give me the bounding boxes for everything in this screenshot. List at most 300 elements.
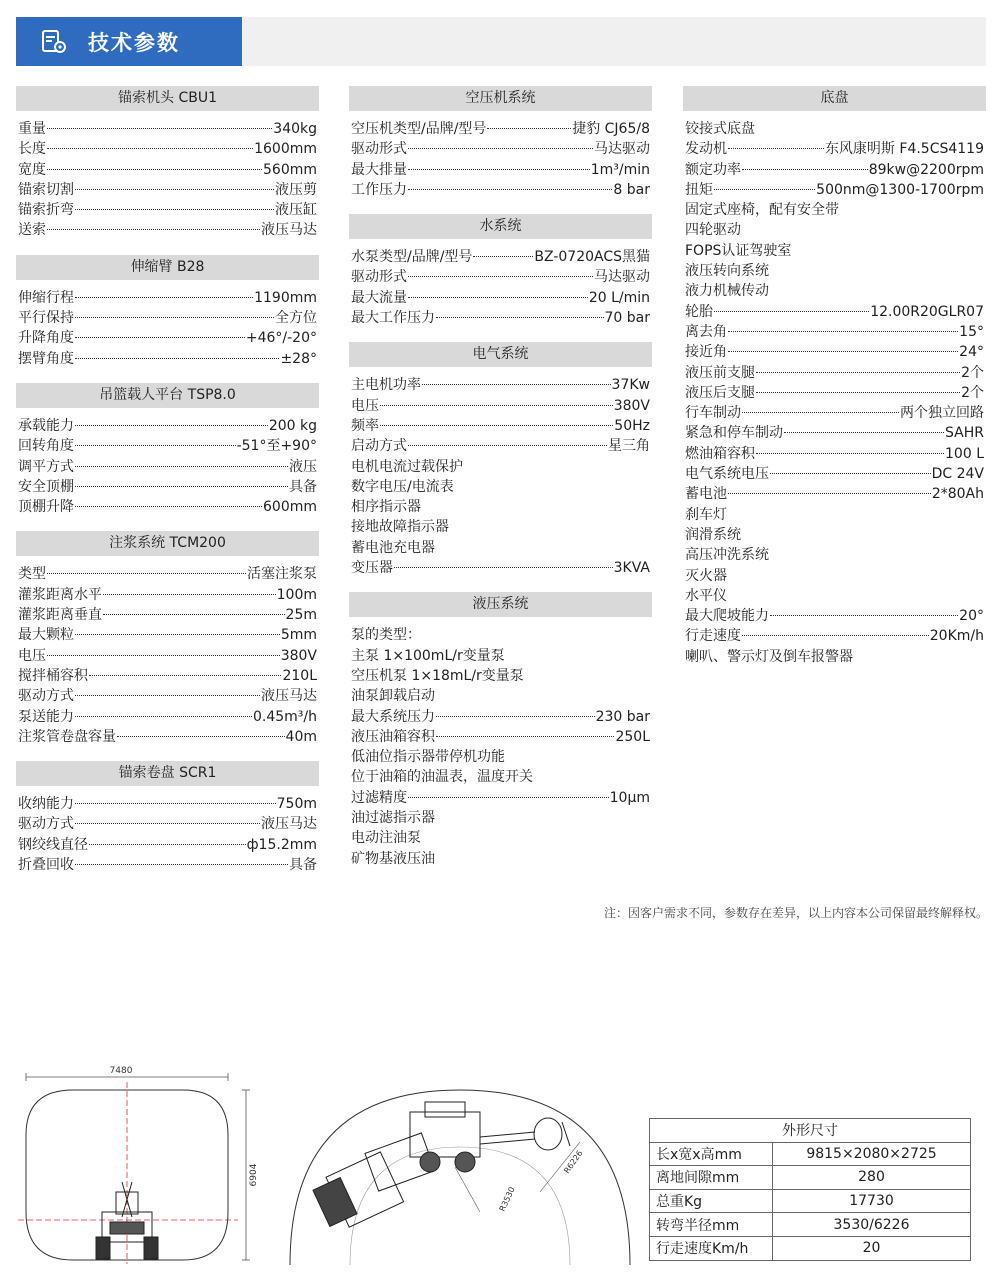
dimension-label: 转弯半径mm bbox=[650, 1213, 773, 1237]
spec-row bbox=[683, 545, 986, 565]
section-title: 水系统 bbox=[349, 214, 652, 239]
spec-value: BZ-0720ACS黑猫 bbox=[534, 249, 650, 266]
spec-label: FOPS认证驾驶室 bbox=[685, 242, 792, 259]
dot-leader bbox=[75, 317, 274, 318]
spec-value: 10μm bbox=[609, 789, 650, 806]
spec-label: 最大系统压力 bbox=[351, 708, 435, 725]
spec-value: 1190mm bbox=[254, 289, 317, 306]
spec-row bbox=[16, 200, 319, 220]
spec-label: 过滤精度 bbox=[351, 789, 407, 806]
spec-row bbox=[349, 457, 652, 477]
spec-value: 15° bbox=[959, 323, 984, 340]
spec-row bbox=[16, 180, 319, 200]
dot-leader bbox=[728, 351, 958, 352]
spec-value: 230 bar bbox=[595, 708, 650, 725]
spec-section bbox=[683, 86, 986, 667]
spec-label: 搅拌桶容积 bbox=[18, 667, 88, 684]
header-tab bbox=[16, 17, 242, 66]
spec-row bbox=[349, 686, 652, 706]
spec-row bbox=[16, 625, 319, 645]
dot-leader bbox=[75, 506, 262, 507]
spec-label: 钢绞线直径 bbox=[18, 836, 88, 853]
dot-leader bbox=[75, 695, 260, 696]
spec-row bbox=[349, 558, 652, 578]
spec-label: 电气系统电压 bbox=[685, 466, 769, 483]
spec-label: 电压 bbox=[18, 647, 46, 664]
dot-leader bbox=[117, 736, 285, 737]
spec-row bbox=[16, 835, 319, 855]
spec-row bbox=[16, 855, 319, 875]
section-gap bbox=[349, 200, 652, 214]
radius-inner-label: R3530 bbox=[497, 1185, 517, 1213]
spec-value: 捷豹 CJ65/8 bbox=[572, 121, 650, 137]
dot-leader bbox=[422, 384, 611, 385]
spec-value: 12.00R20GLR07 bbox=[870, 303, 984, 320]
spec-row bbox=[16, 160, 319, 180]
spec-label: 灭火器 bbox=[685, 567, 727, 584]
dot-leader bbox=[47, 128, 272, 129]
spec-value: 2个 bbox=[961, 384, 984, 401]
dot-leader bbox=[728, 331, 958, 332]
spec-row bbox=[16, 220, 319, 240]
spec-row bbox=[683, 606, 986, 626]
spec-label: 水平仪 bbox=[685, 587, 727, 604]
spec-row bbox=[349, 747, 652, 767]
spec-value: 3KVA bbox=[613, 560, 650, 577]
spec-row bbox=[16, 288, 319, 308]
spec-value: 600mm bbox=[263, 499, 317, 516]
dot-leader bbox=[380, 425, 613, 426]
spec-label: 主泵 1×100mL/r变量泵 bbox=[351, 647, 505, 664]
spec-label: 最大爬坡能力 bbox=[685, 608, 769, 625]
radius-outer-label: R6226 bbox=[562, 1148, 585, 1176]
spec-label: 调平方式 bbox=[18, 458, 74, 475]
spec-row bbox=[16, 477, 319, 497]
table-row bbox=[650, 1142, 971, 1166]
spec-row bbox=[16, 585, 319, 605]
spec-value: 5mm bbox=[280, 627, 317, 644]
spec-value: 250L bbox=[615, 728, 650, 745]
page-title: 技术参数 bbox=[88, 30, 180, 55]
spec-value: 活塞注浆泵 bbox=[247, 566, 317, 583]
spec-row bbox=[683, 281, 986, 301]
spec-label: 液力机械传动 bbox=[685, 283, 769, 300]
spec-value: ф15.2mm bbox=[246, 836, 317, 853]
machine-side-silhouette bbox=[313, 1102, 570, 1227]
side-view-drawing bbox=[280, 1062, 640, 1267]
dimension-value: 17730 bbox=[773, 1189, 971, 1213]
dot-leader bbox=[89, 675, 281, 676]
dot-leader bbox=[473, 256, 533, 257]
spec-row bbox=[349, 538, 652, 558]
dimension-value: 9815×2080×2725 bbox=[773, 1142, 971, 1166]
spec-label: 注浆管卷盘容量 bbox=[18, 728, 116, 745]
spec-label: 类型 bbox=[18, 566, 46, 583]
spec-value: 具备 bbox=[289, 478, 317, 495]
spec-row bbox=[349, 666, 652, 686]
spec-rows bbox=[349, 617, 652, 869]
spec-row bbox=[349, 727, 652, 747]
spec-label: 电压 bbox=[351, 397, 379, 414]
spec-label: 燃油箱容积 bbox=[685, 445, 755, 462]
front-width-label: 7480 bbox=[109, 1066, 133, 1076]
section-title: 液压系统 bbox=[349, 592, 652, 617]
spec-label: 送索 bbox=[18, 222, 46, 239]
spec-value: 液压 bbox=[289, 458, 317, 475]
spec-row bbox=[349, 517, 652, 537]
spec-label: 最大排量 bbox=[351, 161, 407, 178]
dot-leader bbox=[394, 567, 613, 568]
spec-value: 500nm@1300-1700rpm bbox=[816, 181, 984, 198]
spec-value: 37Kw bbox=[611, 377, 650, 394]
spec-value: 20Km/h bbox=[929, 628, 984, 645]
spec-row bbox=[349, 767, 652, 787]
spec-label: 宽度 bbox=[18, 161, 46, 178]
spec-row bbox=[349, 625, 652, 645]
spec-section bbox=[16, 761, 319, 875]
spec-label: 油泵卸载启动 bbox=[351, 688, 435, 705]
spec-row bbox=[16, 349, 319, 369]
spec-label: 变压器 bbox=[351, 560, 393, 577]
spec-value: -51°至+90° bbox=[236, 438, 317, 455]
spec-label: 升降角度 bbox=[18, 330, 74, 347]
spec-row bbox=[16, 328, 319, 348]
spec-label: 锚索切割 bbox=[18, 181, 74, 198]
dot-leader bbox=[756, 392, 960, 393]
spec-rows bbox=[349, 239, 652, 328]
spec-row bbox=[16, 814, 319, 834]
spec-row bbox=[16, 416, 319, 436]
spec-value: 液压马达 bbox=[261, 816, 317, 833]
dot-leader bbox=[47, 148, 253, 149]
dot-leader bbox=[75, 864, 288, 865]
dot-leader bbox=[714, 189, 815, 190]
spec-value: +46°/-20° bbox=[245, 330, 317, 347]
section-gap bbox=[349, 328, 652, 342]
dot-leader bbox=[487, 128, 571, 129]
spec-row bbox=[16, 707, 319, 727]
dot-leader bbox=[408, 445, 607, 446]
dot-leader bbox=[436, 317, 604, 318]
spec-label: 频率 bbox=[351, 417, 379, 434]
dot-leader bbox=[75, 445, 236, 446]
spec-row bbox=[683, 505, 986, 525]
spec-row bbox=[683, 322, 986, 342]
spec-row bbox=[683, 566, 986, 586]
spec-column-2 bbox=[349, 86, 652, 869]
dot-leader bbox=[75, 823, 260, 824]
spec-row bbox=[683, 647, 986, 667]
spec-row bbox=[683, 423, 986, 443]
spec-row bbox=[683, 119, 986, 139]
spec-row bbox=[349, 119, 652, 139]
spec-row bbox=[16, 308, 319, 328]
spec-row bbox=[16, 139, 319, 159]
dot-leader bbox=[408, 276, 593, 277]
spec-rows bbox=[16, 408, 319, 517]
spec-row bbox=[16, 686, 319, 706]
spec-label: 行车制动 bbox=[685, 405, 741, 422]
spec-label: 离去角 bbox=[685, 323, 727, 340]
spec-section bbox=[349, 592, 652, 869]
spec-row bbox=[349, 160, 652, 180]
spec-row bbox=[16, 436, 319, 456]
spec-label: 行走速度 bbox=[685, 628, 741, 645]
section-title: 伸缩臂 B28 bbox=[16, 255, 319, 280]
spec-label: 折叠回收 bbox=[18, 857, 74, 874]
spec-label: 最大工作压力 bbox=[351, 310, 435, 327]
spec-label: 水泵类型/品牌/型号 bbox=[351, 249, 473, 266]
spec-value: 210L bbox=[282, 667, 317, 684]
spec-row bbox=[349, 288, 652, 308]
spec-value: 星三角 bbox=[608, 438, 650, 455]
dot-leader bbox=[408, 797, 609, 798]
dimension-value: 3530/6226 bbox=[773, 1213, 971, 1237]
spec-row bbox=[16, 119, 319, 139]
spec-label: 液压油箱容积 bbox=[351, 728, 435, 745]
dot-leader bbox=[770, 615, 958, 616]
document-settings-icon bbox=[40, 28, 68, 56]
spec-label: 接地故障指示器 bbox=[351, 519, 449, 536]
spec-value: 25m bbox=[285, 607, 317, 624]
spec-value: 100 L bbox=[945, 445, 984, 462]
spec-row bbox=[349, 247, 652, 267]
spec-label: 润滑系统 bbox=[685, 526, 741, 543]
spec-label: 锚索折弯 bbox=[18, 202, 74, 219]
spec-value: 20° bbox=[959, 608, 984, 625]
spec-row bbox=[349, 788, 652, 808]
spec-rows bbox=[16, 111, 319, 241]
spec-row bbox=[349, 267, 652, 287]
dot-leader bbox=[75, 486, 288, 487]
spec-row bbox=[683, 484, 986, 504]
spec-label: 矿物基液压油 bbox=[351, 850, 435, 867]
dot-leader bbox=[728, 148, 824, 149]
spec-value: 液压马达 bbox=[261, 222, 317, 239]
spec-label: 最大颗粒 bbox=[18, 627, 74, 644]
spec-value: 东风康明斯 F4.5CS4119 bbox=[824, 141, 984, 158]
front-height-label: 6904 bbox=[249, 1163, 259, 1187]
spec-label: 空压机泵 1×18mL/r变量泵 bbox=[351, 667, 524, 684]
dot-leader bbox=[47, 169, 262, 170]
spec-column-1 bbox=[16, 86, 319, 875]
spec-rows bbox=[349, 367, 652, 578]
spec-label: 铰接式底盘 bbox=[685, 121, 755, 137]
spec-label: 空压机类型/品牌/型号 bbox=[351, 121, 487, 137]
spec-label: 灌浆距离垂直 bbox=[18, 607, 102, 624]
spec-value: 马达驱动 bbox=[594, 141, 650, 158]
dimension-value: 20 bbox=[773, 1236, 971, 1260]
spec-rows bbox=[349, 111, 652, 200]
spec-value: 具备 bbox=[289, 857, 317, 874]
spec-label: 重量 bbox=[18, 121, 46, 137]
spec-row bbox=[683, 626, 986, 646]
spec-row bbox=[16, 564, 319, 584]
spec-row bbox=[349, 416, 652, 436]
spec-label: 额定功率 bbox=[685, 161, 741, 178]
spec-label: 驱动方式 bbox=[18, 688, 74, 705]
spec-row bbox=[683, 464, 986, 484]
spec-label: 刹车灯 bbox=[685, 506, 727, 523]
spec-value: 2*80Ah bbox=[931, 486, 984, 503]
spec-value: 340kg bbox=[273, 121, 317, 137]
spec-row bbox=[349, 180, 652, 200]
spec-row bbox=[16, 666, 319, 686]
section-title: 注浆系统 TCM200 bbox=[16, 531, 319, 556]
spec-value: 200 kg bbox=[268, 417, 317, 434]
spec-label: 灌浆距离水平 bbox=[18, 586, 102, 603]
dot-leader bbox=[436, 736, 614, 737]
spec-label: 电机电流过载保护 bbox=[351, 458, 463, 475]
spec-row bbox=[683, 403, 986, 423]
dot-leader bbox=[75, 297, 253, 298]
spec-value: 全方位 bbox=[275, 310, 317, 327]
dot-leader bbox=[756, 453, 944, 454]
spec-row bbox=[683, 220, 986, 240]
section-title: 电气系统 bbox=[349, 342, 652, 367]
spec-value: 马达驱动 bbox=[594, 269, 650, 286]
spec-rows bbox=[16, 280, 319, 369]
dimension-label: 总重Kg bbox=[650, 1189, 773, 1213]
dimension-label: 离地间隙mm bbox=[650, 1166, 773, 1190]
spec-row bbox=[683, 525, 986, 545]
section-gap bbox=[16, 747, 319, 761]
spec-label: 电动注油泵 bbox=[351, 830, 421, 847]
spec-label: 泵的类型： bbox=[351, 627, 421, 644]
dot-leader bbox=[75, 466, 288, 467]
dimensions-title: 外形尺寸 bbox=[650, 1119, 971, 1143]
spec-row bbox=[683, 139, 986, 159]
spec-label: 摆臂角度 bbox=[18, 350, 74, 367]
spec-value: 70 bar bbox=[604, 310, 650, 327]
spec-value: 液压缸 bbox=[275, 202, 317, 219]
spec-label: 扭矩 bbox=[685, 181, 713, 198]
dot-leader bbox=[784, 432, 944, 433]
spec-label: 油过滤指示器 bbox=[351, 810, 435, 827]
table-row bbox=[650, 1236, 971, 1260]
spec-label: 四轮驱动 bbox=[685, 222, 741, 239]
spec-row bbox=[683, 444, 986, 464]
spec-label: 蓄电池充电器 bbox=[351, 539, 435, 556]
dot-leader bbox=[89, 844, 246, 845]
spec-section bbox=[16, 531, 319, 747]
dot-leader bbox=[742, 412, 899, 413]
dot-leader bbox=[380, 405, 613, 406]
spec-label: 液压转向系统 bbox=[685, 263, 769, 280]
dot-leader bbox=[742, 169, 868, 170]
spec-row bbox=[683, 160, 986, 180]
spec-value: 2个 bbox=[961, 364, 984, 381]
dot-leader bbox=[47, 229, 260, 230]
spec-label: 蓄电池 bbox=[685, 486, 727, 503]
spec-column-3 bbox=[683, 86, 986, 667]
spec-label: 轮胎 bbox=[685, 303, 713, 320]
dot-leader bbox=[436, 716, 595, 717]
spec-row bbox=[349, 396, 652, 416]
spec-section bbox=[349, 342, 652, 578]
spec-row bbox=[683, 241, 986, 261]
spec-row bbox=[683, 363, 986, 383]
dimensions-table bbox=[649, 1118, 971, 1261]
dot-leader bbox=[103, 614, 285, 615]
spec-row bbox=[349, 828, 652, 848]
table-row bbox=[650, 1189, 971, 1213]
spec-label: 主电机功率 bbox=[351, 377, 421, 394]
section-gap bbox=[16, 241, 319, 255]
dot-leader bbox=[408, 148, 593, 149]
spec-value: 两个独立回路 bbox=[900, 405, 984, 422]
dimension-label: 长x宽x高mm bbox=[650, 1142, 773, 1166]
spec-label: 固定式座椅，配有安全带 bbox=[685, 202, 839, 219]
spec-row bbox=[16, 457, 319, 477]
table-row bbox=[650, 1213, 971, 1237]
spec-row bbox=[683, 200, 986, 220]
spec-label: 位于油箱的油温表，温度开关 bbox=[351, 769, 533, 786]
dot-leader bbox=[47, 655, 280, 656]
spec-value: 750m bbox=[276, 796, 317, 813]
spec-row bbox=[16, 794, 319, 814]
spec-row bbox=[349, 477, 652, 497]
spec-label: 收纳能力 bbox=[18, 796, 74, 813]
spec-label: 驱动形式 bbox=[351, 269, 407, 286]
dot-leader bbox=[75, 189, 274, 190]
spec-row bbox=[683, 302, 986, 322]
spec-value: 560mm bbox=[263, 161, 317, 178]
spec-label: 喇叭、警示灯及倒车报警器 bbox=[685, 648, 853, 665]
dot-leader bbox=[408, 189, 612, 190]
spec-label: 回转角度 bbox=[18, 438, 74, 455]
spec-label: 接近角 bbox=[685, 344, 727, 361]
spec-value: 380V bbox=[613, 397, 650, 414]
dot-leader bbox=[75, 425, 268, 426]
spec-label: 驱动方式 bbox=[18, 816, 74, 833]
dot-leader bbox=[756, 372, 960, 373]
spec-label: 泵送能力 bbox=[18, 708, 74, 725]
spec-value: 1m³/min bbox=[590, 161, 650, 178]
spec-label: 最大流量 bbox=[351, 289, 407, 306]
section-title: 锚索卷盘 SCR1 bbox=[16, 761, 319, 786]
dot-leader bbox=[728, 493, 931, 494]
spec-value: 50Hz bbox=[614, 417, 650, 434]
spec-section bbox=[349, 214, 652, 328]
spec-label: 安全顶棚 bbox=[18, 478, 74, 495]
dot-leader bbox=[714, 311, 869, 312]
section-gap bbox=[349, 578, 652, 592]
spec-row bbox=[349, 139, 652, 159]
spec-label: 高压冲洗系统 bbox=[685, 547, 769, 564]
spec-label: 发动机 bbox=[685, 141, 727, 158]
spec-label: 紧急和停车制动 bbox=[685, 425, 783, 442]
spec-row bbox=[16, 605, 319, 625]
spec-label: 承载能力 bbox=[18, 417, 74, 434]
spec-row bbox=[683, 180, 986, 200]
dot-leader bbox=[75, 337, 245, 338]
spec-row bbox=[349, 646, 652, 666]
section-title: 底盘 bbox=[683, 86, 986, 111]
dot-leader bbox=[75, 634, 280, 635]
spec-value: 液压马达 bbox=[261, 688, 317, 705]
spec-section bbox=[349, 86, 652, 200]
spec-label: 液压后支腿 bbox=[685, 384, 755, 401]
page-header bbox=[16, 17, 986, 66]
spec-value: 液压剪 bbox=[275, 181, 317, 198]
table-row bbox=[650, 1166, 971, 1190]
spec-value: SAHR bbox=[945, 425, 984, 442]
spec-value: 20 L/min bbox=[588, 289, 650, 306]
spec-row bbox=[16, 646, 319, 666]
dot-leader bbox=[75, 716, 252, 717]
spec-label: 长度 bbox=[18, 141, 46, 158]
